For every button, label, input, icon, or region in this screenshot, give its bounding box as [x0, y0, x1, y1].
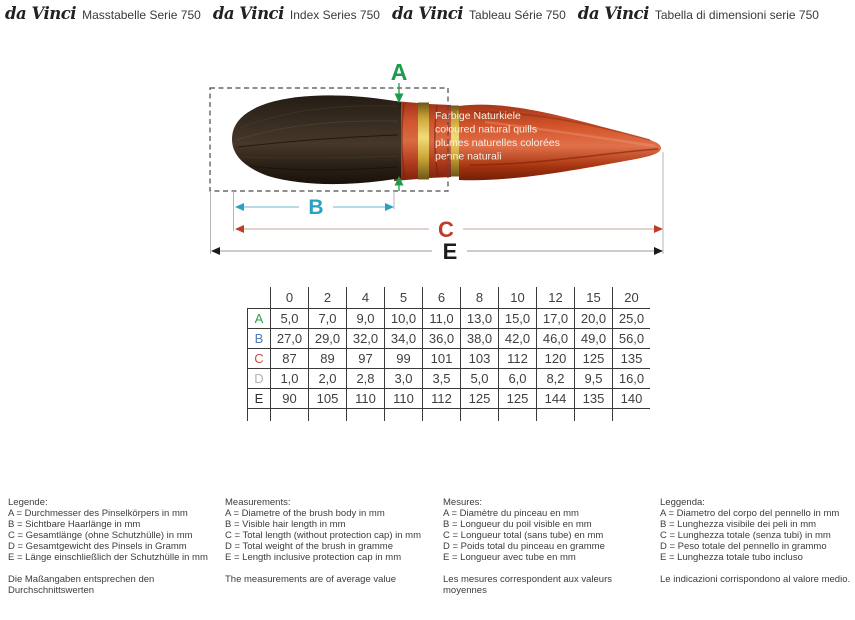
legend-note — [443, 574, 653, 596]
legend-title: Measurements: — [225, 497, 291, 508]
table-row — [248, 329, 651, 349]
legend-line: B = Visible hair length in mm — [225, 519, 346, 530]
gold-band — [418, 103, 429, 180]
legend-line: A = Diamètre du pinceau en mm — [443, 508, 579, 519]
legend-line: E = Lunghezza totale tubo incluso — [660, 552, 803, 563]
value-cell: 125 — [461, 389, 499, 409]
value-cell: 34,0 — [385, 329, 423, 349]
dimension-a-label: A — [390, 59, 408, 85]
size-column-header: 4 — [347, 287, 385, 309]
legend-items — [443, 508, 653, 563]
legend-line: Die Maßangaben entsprechen den — [8, 574, 155, 585]
stub-cell — [537, 409, 575, 422]
value-cell: 9,0 — [347, 309, 385, 329]
legend-line: Le indicazioni corrispondono al valore medio. — [660, 574, 851, 585]
table-row — [248, 369, 651, 389]
value-cell: 135 — [613, 349, 651, 369]
arrow-right-icon — [385, 203, 394, 211]
value-cell: 56,0 — [613, 329, 651, 349]
row-label-C: C — [248, 349, 271, 369]
legend-french — [443, 497, 653, 596]
legend-line: C = Total length (without protection cap) in mm — [225, 530, 421, 541]
legend-items — [660, 508, 855, 563]
stub-cell — [309, 409, 347, 422]
size-column-header: 2 — [309, 287, 347, 309]
table-row — [248, 309, 651, 329]
davinci-logo: da Vinci — [577, 4, 649, 23]
value-cell: 99 — [385, 349, 423, 369]
series-title-fr: Tableau Série 750 — [469, 8, 566, 22]
value-cell: 105 — [309, 389, 347, 409]
legend-line: B = Longueur du poil visible en mm — [443, 519, 592, 530]
table-row — [248, 389, 651, 409]
value-cell: 3,0 — [385, 369, 423, 389]
value-cell: 29,0 — [309, 329, 347, 349]
size-column-header: 6 — [423, 287, 461, 309]
value-cell: 6,0 — [499, 369, 537, 389]
value-cell: 7,0 — [309, 309, 347, 329]
stub-cell — [271, 409, 309, 422]
size-column-header: 10 — [499, 287, 537, 309]
value-cell: 125 — [499, 389, 537, 409]
dimension-e — [211, 239, 663, 264]
size-column-header: 15 — [575, 287, 613, 309]
value-cell: 101 — [423, 349, 461, 369]
legend-line: A = Diametre of the brush body in mm — [225, 508, 385, 519]
value-cell: 97 — [347, 349, 385, 369]
size-column-header: 12 — [537, 287, 575, 309]
legend-line: E = Length inclusive protection cap in mm — [225, 552, 402, 563]
value-cell: 25,0 — [613, 309, 651, 329]
stub-cell — [423, 409, 461, 422]
size-table-wrap — [247, 287, 650, 421]
series-title-de: Masstabelle Serie 750 — [82, 8, 201, 22]
legend-note — [660, 574, 855, 585]
stub-cell — [499, 409, 537, 422]
legend-italian — [660, 497, 855, 585]
value-cell: 9,5 — [575, 369, 613, 389]
legend-line: B = Lunghezza visibile dei peli in mm — [660, 519, 817, 530]
value-cell: 5,0 — [461, 369, 499, 389]
value-cell: 36,0 — [423, 329, 461, 349]
legend-line: A = Diametro del corpo del pennello in mm — [660, 508, 840, 519]
stub-cell — [575, 409, 613, 422]
value-cell: 38,0 — [461, 329, 499, 349]
legend-english — [225, 497, 435, 585]
legend-title: Leggenda: — [660, 497, 705, 508]
legend-line: D = Total weight of the brush in gramme — [225, 541, 394, 552]
arrow-left-icon — [235, 225, 244, 233]
value-cell: 10,0 — [385, 309, 423, 329]
size-column-header: 0 — [271, 287, 309, 309]
value-cell: 42,0 — [499, 329, 537, 349]
stub-cell — [613, 409, 651, 422]
legend-items — [225, 508, 435, 563]
row-label-E: E — [248, 389, 271, 409]
arrow-right-icon — [654, 247, 663, 255]
value-cell: 90 — [271, 389, 309, 409]
value-cell: 103 — [461, 349, 499, 369]
series-title-en: Index Series 750 — [289, 8, 380, 22]
legend-title: Mesures: — [443, 497, 483, 508]
value-cell: 13,0 — [461, 309, 499, 329]
size-table — [247, 287, 650, 421]
value-cell: 140 — [613, 389, 651, 409]
size-column-header: 8 — [461, 287, 499, 309]
legend-line: C = Gesamtlänge (ohne Schutzhülle) in mm — [8, 530, 193, 541]
legend-items — [8, 508, 218, 563]
brush-hair — [232, 95, 401, 184]
legend-note — [225, 574, 435, 585]
value-cell: 16,0 — [613, 369, 651, 389]
legend-title: Legende: — [8, 497, 48, 508]
stub-cell — [248, 409, 271, 422]
legend-line: B = Sichtbare Haarlänge in mm — [8, 519, 141, 530]
value-cell: 15,0 — [499, 309, 537, 329]
table-corner-cell — [248, 287, 271, 309]
value-cell: 20,0 — [575, 309, 613, 329]
series-title-it: Tabella di dimensioni serie 750 — [654, 8, 819, 22]
value-cell: 46,0 — [537, 329, 575, 349]
size-column-header: 20 — [613, 287, 651, 309]
value-cell: 49,0 — [575, 329, 613, 349]
value-cell: 125 — [575, 349, 613, 369]
value-cell: 27,0 — [271, 329, 309, 349]
legend-line: C = Longueur total (sans tube) en mm — [443, 530, 604, 541]
legend-line: D = Peso totale del pennello in grammo — [660, 541, 827, 552]
dimension-e-label: E — [442, 239, 458, 264]
davinci-logo: da Vinci — [212, 4, 284, 23]
value-cell: 112 — [423, 389, 461, 409]
legend-line: The measurements are of average value — [225, 574, 397, 585]
value-cell: 110 — [347, 389, 385, 409]
legend-line: moyennes — [443, 585, 487, 596]
value-cell: 135 — [575, 389, 613, 409]
value-cell: 2,0 — [309, 369, 347, 389]
davinci-logo: da Vinci — [391, 4, 464, 23]
stub-cell — [385, 409, 423, 422]
arrow-left-icon — [211, 247, 220, 255]
value-cell: 32,0 — [347, 329, 385, 349]
size-column-header: 5 — [385, 287, 423, 309]
brush-illustration — [232, 95, 661, 184]
row-label-B: B — [248, 329, 271, 349]
value-cell: 120 — [537, 349, 575, 369]
legend-line: Durchschnittswerten — [8, 585, 95, 596]
quill-caption-it: penne naturali — [435, 150, 502, 163]
value-cell: 89 — [309, 349, 347, 369]
value-cell: 17,0 — [537, 309, 575, 329]
value-cell: 144 — [537, 389, 575, 409]
legend-line: E = Länge einschließlich der Schutzhülle in mm — [8, 552, 208, 563]
quill-caption-de: Farbige Naturkiele — [435, 110, 521, 122]
legend-line: E = Longueur avec tube en mm — [443, 552, 576, 563]
brush-diagram — [0, 0, 855, 290]
legend-line: D = Gesamtgewicht des Pinsels in Gramm — [8, 541, 187, 552]
value-cell: 8,2 — [537, 369, 575, 389]
value-cell: 5,0 — [271, 309, 309, 329]
value-cell: 2,8 — [347, 369, 385, 389]
row-label-A: A — [248, 309, 271, 329]
legend-line: Les mesures correspondent aux valeurs — [443, 574, 612, 585]
legend-line: A = Durchmesser des Pinselkörpers in mm — [8, 508, 188, 519]
quill-caption-en: coloured natural quills — [435, 123, 538, 136]
legend-line: C = Lunghezza totale (senza tubi) in mm — [660, 530, 831, 541]
table-row — [248, 349, 651, 369]
dimension-b — [235, 196, 394, 219]
value-cell: 11,0 — [423, 309, 461, 329]
dimension-c-label: C — [438, 217, 454, 242]
stub-cell — [461, 409, 499, 422]
value-cell: 110 — [385, 389, 423, 409]
value-cell: 3,5 — [423, 369, 461, 389]
stub-cell — [347, 409, 385, 422]
value-cell: 1,0 — [271, 369, 309, 389]
arrow-right-icon — [654, 225, 663, 233]
legend-note — [8, 574, 218, 596]
legend-german — [8, 497, 218, 596]
value-cell: 87 — [271, 349, 309, 369]
table-stub-row — [248, 409, 651, 422]
dimension-b-label: B — [308, 196, 324, 219]
davinci-logo: da Vinci — [5, 4, 77, 23]
arrow-left-icon — [235, 203, 244, 211]
quill-caption-fr: plumes naturelles colorées — [435, 137, 560, 149]
value-cell: 112 — [499, 349, 537, 369]
row-label-D: D — [248, 369, 271, 389]
legend-line: D = Poids total du pinceau en gramme — [443, 541, 605, 552]
